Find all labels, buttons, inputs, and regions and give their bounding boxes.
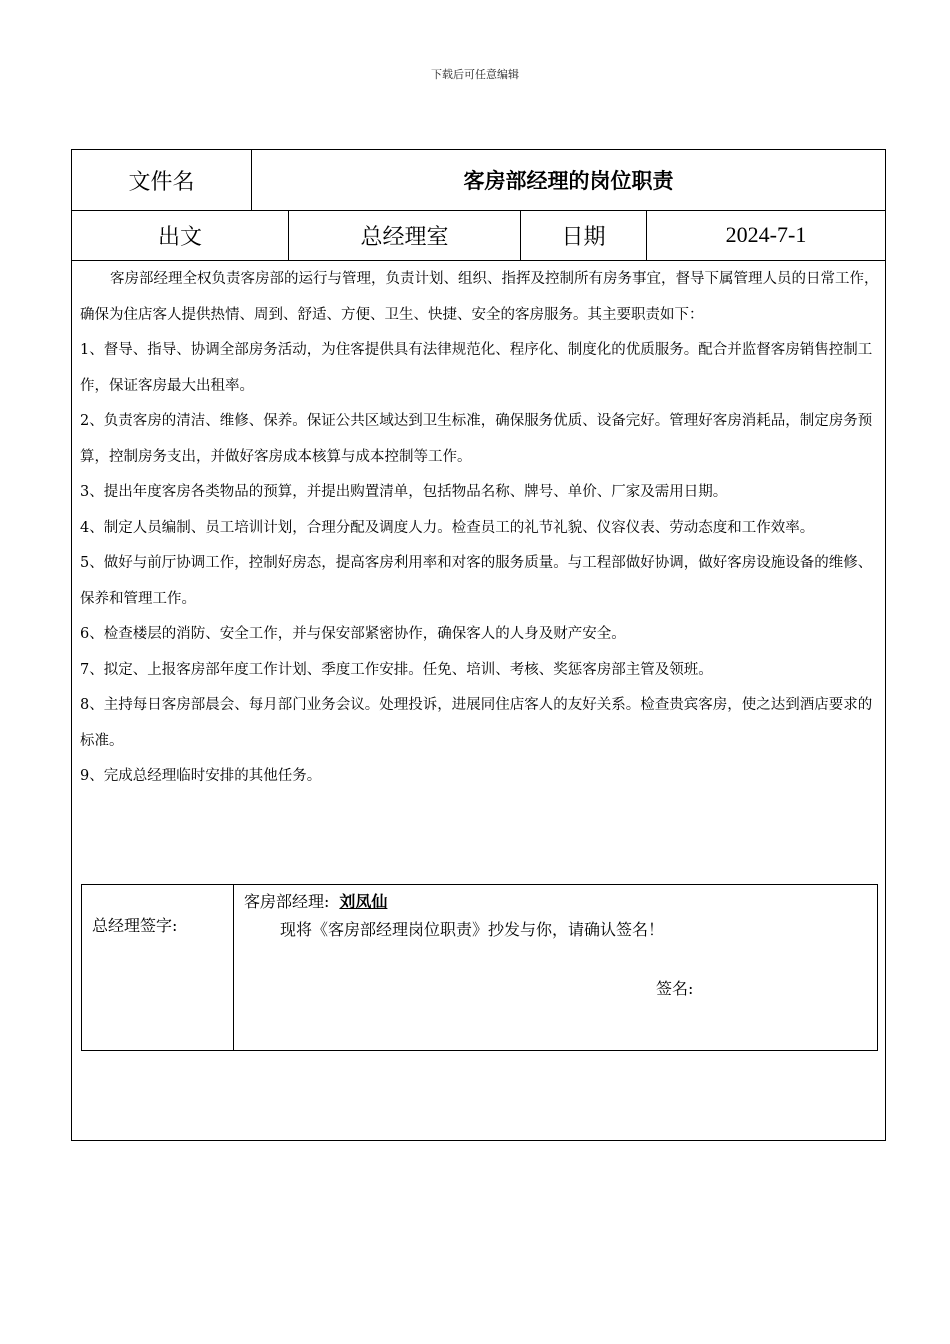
- manager-name: 刘凤仙: [339, 892, 388, 911]
- sign-field-label[interactable]: 签名:: [656, 979, 694, 998]
- duty-item: 4、制定人员编制、员工培训计划，合理分配及调度人力。检查员工的礼节礼貌、仪容仪表、劳动态度和工作效率。: [80, 519, 815, 536]
- document-frame: [71, 149, 886, 1141]
- signature-box: [81, 884, 878, 1051]
- duties-body: [80, 262, 880, 795]
- gm-signature-label: 总经理签字:: [92, 916, 178, 935]
- header-row-title: [72, 150, 885, 211]
- file-name-label: 文件名: [128, 169, 195, 195]
- notice-text: 现将《客房部经理岗位职责》抄发与你，请确认签名！: [280, 920, 665, 939]
- header-row-meta: [72, 210, 885, 261]
- gm-signature-cell[interactable]: [82, 885, 234, 1050]
- manager-label: 客房部经理:: [244, 892, 330, 911]
- watermark: 下载后可任意编辑: [431, 68, 519, 81]
- issuer-value: 总经理室: [360, 224, 449, 250]
- issuer-value-cell: [289, 210, 521, 260]
- manager-line: [244, 889, 391, 912]
- doc-title-cell: [252, 150, 885, 210]
- date-label: 日期: [561, 224, 606, 250]
- duty-item: 9、完成总经理临时安排的其他任务。: [80, 768, 322, 784]
- doc-title: 客房部经理的岗位职责: [463, 169, 674, 193]
- issuer-label: 出文: [157, 224, 202, 250]
- file-name-cell: [72, 150, 252, 210]
- duty-item: 3、提出年度客房各类物品的预算，并提出购置清单，包括物品名称、牌号、单价、厂家及需用日期。: [80, 484, 728, 500]
- duty-item: 2、负责客房的清洁、维修、保养。保证公共区域达到卫生标准，确保服务优质、设备完好。管理好客房消耗品，制定房务预算，控制房务支出，并做好客房成本核算与成本控制等工作。: [80, 413, 873, 465]
- duty-item: 7、拟定、上报客房部年度工作计划、季度工作安排。任免、培训、考核、奖惩客房部主管及领班。: [80, 661, 713, 678]
- duty-item: 1、督导、指导、协调全部房务活动，为住客提供具有法律规范化、程序化、制度化的优质服务。配合并监督客房销售控制工作，保证客房最大出租率。: [80, 342, 873, 394]
- duty-item: 8、主持每日客房部晨会、每月部门业务会议。处理投诉，进展同住店客人的友好关系。检查贵宾客房，使之达到酒店要求的标准。: [80, 697, 873, 749]
- intro-paragraph: 客房部经理全权负责客房部的运行与管理，负责计划、组织、指挥及控制所有房务事宜，督导下属管理人员的日常工作，确保为住店客人提供热情、周到、舒适、方便、卫生、快捷、安全的客房服务。其主要职责如下：: [80, 271, 879, 323]
- date-value: 2024-7-1: [725, 222, 807, 247]
- date-value-cell: [647, 210, 885, 260]
- date-label-cell: [521, 210, 647, 260]
- duty-item: 6、检查楼层的消防、安全工作，并与保安部紧密协作，确保客人的人身及财产安全。: [80, 626, 626, 642]
- duty-item: 5、做好与前厅协调工作，控制好房态，提高客房利用率和对客的服务质量。与工程部做好协调，做好客房设施设备的维修、保养和管理工作。: [80, 555, 873, 607]
- issuer-label-cell: [72, 210, 289, 260]
